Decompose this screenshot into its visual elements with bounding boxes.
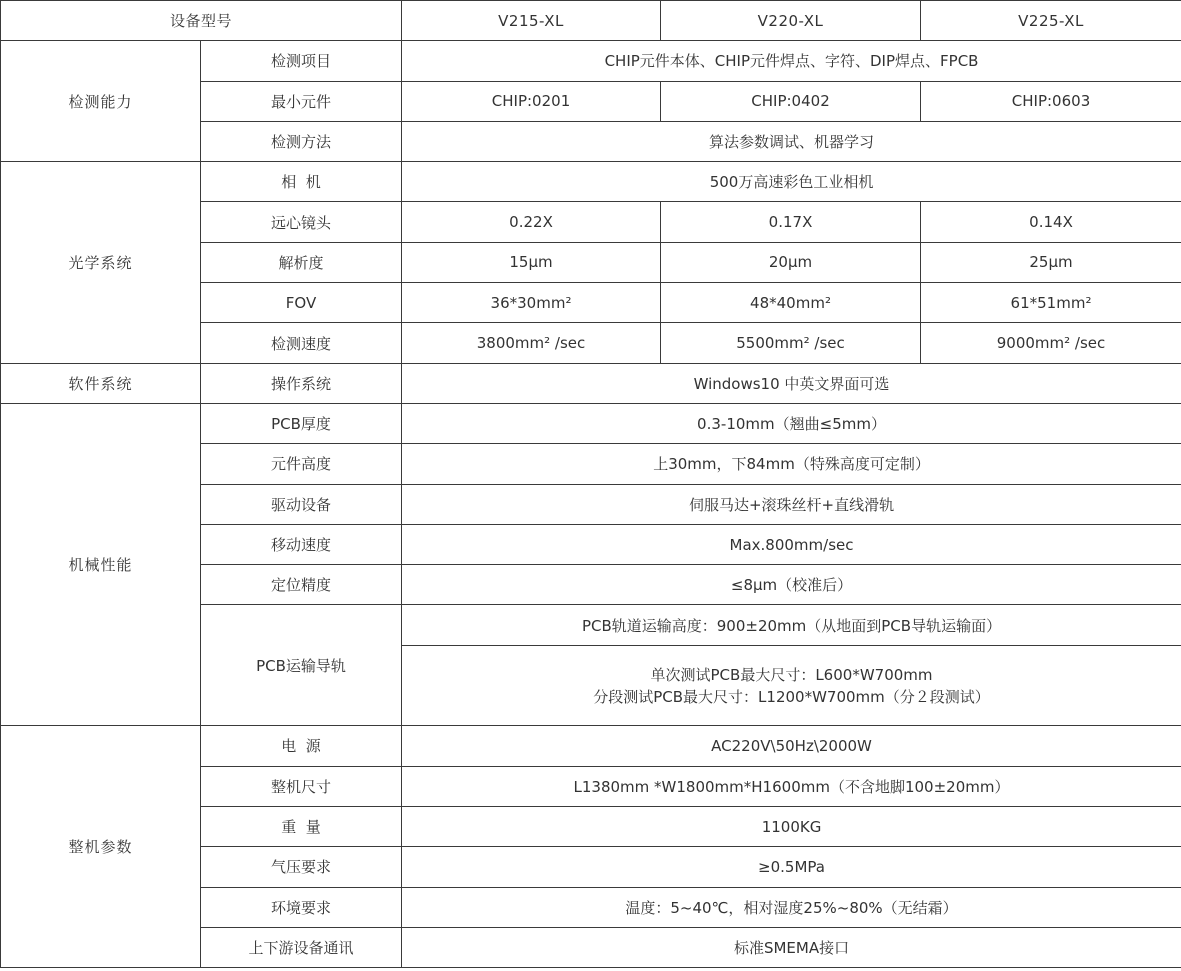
group-optics: 光学系统	[1, 162, 201, 363]
row-value: 9000mm² /sec	[921, 323, 1181, 363]
model-v215: V215-XL	[402, 1, 661, 41]
group-machine: 整机参数	[1, 726, 201, 968]
row-value: 25μm	[921, 242, 1181, 282]
group-software: 软件系统	[1, 363, 201, 403]
row-value: CHIP:0603	[921, 81, 1181, 121]
table-row	[1, 403, 1181, 443]
row-value: 1100KG	[402, 806, 1181, 846]
row-value: 3800mm² /sec	[402, 323, 661, 363]
row-value: 0.17X	[661, 202, 921, 242]
table-row	[1, 726, 1181, 766]
table-row	[1, 162, 1181, 202]
row-label: 检测项目	[201, 41, 402, 81]
row-label: 检测方法	[201, 121, 402, 161]
row-value: 伺服马达+滚珠丝杆+直线滑轨	[402, 484, 1181, 524]
row-value: 0.22X	[402, 202, 661, 242]
row-label: 最小元件	[201, 81, 402, 121]
row-label: 整机尺寸	[201, 766, 402, 806]
row-label: 上下游设备通讯	[201, 927, 402, 967]
row-label: 定位精度	[201, 565, 402, 605]
row-value: CHIP元件本体、CHIP元件焊点、字符、DIP焊点、FPCB	[402, 41, 1181, 81]
model-v220: V220-XL	[661, 1, 921, 41]
row-value: Windows10 中英文界面可选	[402, 363, 1181, 403]
row-label: 操作系统	[201, 363, 402, 403]
row-label: 气压要求	[201, 847, 402, 887]
row-value: 标准SMEMA接口	[402, 927, 1181, 967]
row-label: 相 机	[201, 162, 402, 202]
row-value: Max.800mm/sec	[402, 524, 1181, 564]
row-value: 温度：5~40℃，相对湿度25%~80%（无结霜）	[402, 887, 1181, 927]
row-label: 驱动设备	[201, 484, 402, 524]
row-value: CHIP:0201	[402, 81, 661, 121]
row-label: 远心镜头	[201, 202, 402, 242]
row-label: 元件高度	[201, 444, 402, 484]
row-label: PCB运输导轨	[201, 605, 402, 726]
header-row	[1, 1, 1181, 41]
row-value-multiline	[402, 645, 1181, 726]
pcb-segment-size: 分段测试PCB最大尺寸：L1200*W700mm（分２段测试）	[593, 687, 990, 706]
row-value: PCB轨道运输高度：900±20mm（从地面到PCB导轨运输面）	[402, 605, 1181, 645]
row-label: 解析度	[201, 242, 402, 282]
model-v225: V225-XL	[921, 1, 1181, 41]
row-value: 61*51mm²	[921, 283, 1181, 323]
row-value: 5500mm² /sec	[661, 323, 921, 363]
row-label: FOV	[201, 283, 402, 323]
pcb-single-size: 单次测试PCB最大尺寸：L600*W700mm	[650, 665, 933, 684]
row-label: 移动速度	[201, 524, 402, 564]
row-value: 算法参数调试、机器学习	[402, 121, 1181, 161]
group-detection: 检测能力	[1, 41, 201, 162]
row-label: 重 量	[201, 806, 402, 846]
table-row	[1, 41, 1181, 81]
row-value: 36*30mm²	[402, 283, 661, 323]
row-value: 上30mm，下84mm（特殊高度可定制）	[402, 444, 1181, 484]
row-value: L1380mm *W1800mm*H1600mm（不含地脚100±20mm）	[402, 766, 1181, 806]
model-label: 设备型号	[1, 1, 402, 41]
row-value: 20μm	[661, 242, 921, 282]
group-mechanical: 机械性能	[1, 403, 201, 725]
table-row	[1, 363, 1181, 403]
row-label: PCB厚度	[201, 403, 402, 443]
row-value: ≥0.5MPa	[402, 847, 1181, 887]
row-label: 环境要求	[201, 887, 402, 927]
row-value: 0.3-10mm（翘曲≤5mm）	[402, 403, 1181, 443]
row-value: AC220V\50Hz\2000W	[402, 726, 1181, 766]
row-value: 48*40mm²	[661, 283, 921, 323]
row-value: 0.14X	[921, 202, 1181, 242]
row-value: CHIP:0402	[661, 81, 921, 121]
row-label: 检测速度	[201, 323, 402, 363]
row-label: 电 源	[201, 726, 402, 766]
row-value: ≤8μm（校准后）	[402, 565, 1181, 605]
row-value: 15μm	[402, 242, 661, 282]
row-value: 500万高速彩色工业相机	[402, 162, 1181, 202]
